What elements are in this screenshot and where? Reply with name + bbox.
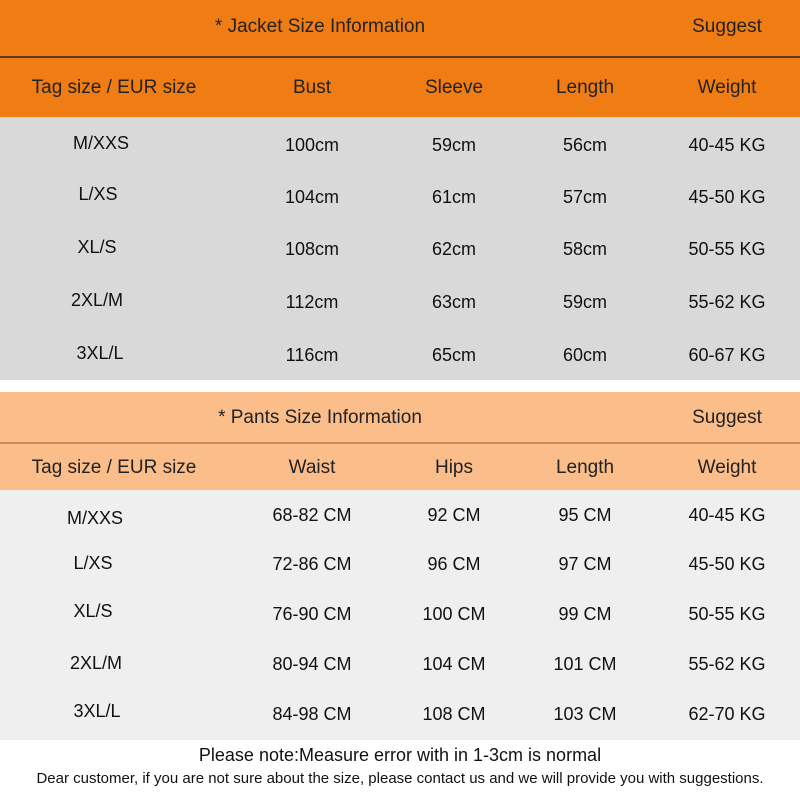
table-cell: 62cm xyxy=(431,239,477,259)
table-cell: 103 CM xyxy=(553,704,617,724)
jacket-header-length: Length xyxy=(555,77,615,98)
customer-note: Dear customer, if you are not sure about the size, please contact us and we will provide you with suggestions. xyxy=(36,770,764,787)
jacket-header-row xyxy=(0,58,800,117)
table-cell: 72-86 CM xyxy=(272,554,352,574)
table-cell: XL/S xyxy=(77,237,117,257)
table-cell: 112cm xyxy=(285,292,339,312)
table-cell: 97 CM xyxy=(558,554,612,574)
table-cell: 58cm xyxy=(562,239,608,259)
table-cell: 99 CM xyxy=(558,604,612,624)
table-cell: XL/S xyxy=(73,601,113,621)
jacket-title: * Jacket Size Information xyxy=(214,16,426,37)
table-cell: 45-50 KG xyxy=(688,187,766,207)
table-cell: 108 CM xyxy=(422,704,486,724)
jacket-title-bar xyxy=(0,0,800,56)
pants-header-hips: Hips xyxy=(434,457,474,478)
jacket-header-sleeve: Sleeve xyxy=(424,77,484,98)
table-cell: 59cm xyxy=(562,292,608,312)
table-cell: 40-45 KG xyxy=(688,505,766,525)
table-cell: 76-90 CM xyxy=(272,604,352,624)
table-cell: 96 CM xyxy=(427,554,481,574)
table-cell: 100cm xyxy=(284,135,340,155)
table-cell: 60cm xyxy=(562,345,608,365)
table-cell: M/XXS xyxy=(66,508,124,528)
table-cell: 108cm xyxy=(284,239,340,259)
table-cell: 45-50 KG xyxy=(688,554,766,574)
table-cell: 55-62 KG xyxy=(688,654,766,674)
pants-suggest-label: Suggest xyxy=(692,407,762,428)
table-cell: 62-70 KG xyxy=(688,704,766,724)
table-cell: 55-62 KG xyxy=(688,292,766,312)
table-cell: 57cm xyxy=(562,187,608,207)
jacket-table-body xyxy=(0,117,800,380)
table-cell: 116cm xyxy=(285,345,339,365)
table-cell: L/XS xyxy=(73,553,113,573)
table-cell: 104 CM xyxy=(422,654,486,674)
jacket-header-weight: Weight xyxy=(697,77,757,98)
table-cell: 40-45 KG xyxy=(688,135,766,155)
jacket-suggest-label: Suggest xyxy=(692,16,762,37)
pants-title-bar xyxy=(0,392,800,442)
table-cell: 104cm xyxy=(284,187,340,207)
table-cell: 60-67 KG xyxy=(688,345,766,365)
table-cell: 101 CM xyxy=(553,654,617,674)
table-cell: L/XS xyxy=(78,184,118,204)
pants-header-waist: Waist xyxy=(288,457,336,478)
jacket-header-tag-size: Tag size / EUR size xyxy=(31,77,197,98)
table-cell: 50-55 KG xyxy=(688,239,766,259)
table-cell: 59cm xyxy=(431,135,477,155)
table-cell: 2XL/M xyxy=(70,290,124,310)
table-cell: 68-82 CM xyxy=(272,505,352,525)
table-cell: 50-55 KG xyxy=(688,604,766,624)
table-cell: 56cm xyxy=(562,135,608,155)
table-cell: 95 CM xyxy=(558,505,612,525)
table-cell: 2XL/M xyxy=(69,653,123,673)
table-cell: 92 CM xyxy=(427,505,481,525)
jacket-header-bust: Bust xyxy=(292,77,332,98)
pants-header-length: Length xyxy=(555,457,615,478)
table-cell: 63cm xyxy=(431,292,477,312)
table-cell: 80-94 CM xyxy=(272,654,352,674)
pants-header-weight: Weight xyxy=(697,457,757,478)
pants-header-tag-size: Tag size / EUR size xyxy=(31,457,197,478)
table-cell: 65cm xyxy=(431,345,477,365)
table-cell: M/XXS xyxy=(72,133,130,153)
pants-title: * Pants Size Information xyxy=(218,407,422,428)
table-cell: 100 CM xyxy=(422,604,486,624)
table-cell: 3XL/L xyxy=(73,701,121,721)
table-cell: 61cm xyxy=(431,187,477,207)
measure-error-note: Please note:Measure error with in 1-3cm is normal xyxy=(198,745,602,765)
table-cell: 84-98 CM xyxy=(272,704,352,724)
pants-header-row xyxy=(0,444,800,490)
pants-table-body xyxy=(0,490,800,740)
table-cell: 3XL/L xyxy=(76,343,124,363)
